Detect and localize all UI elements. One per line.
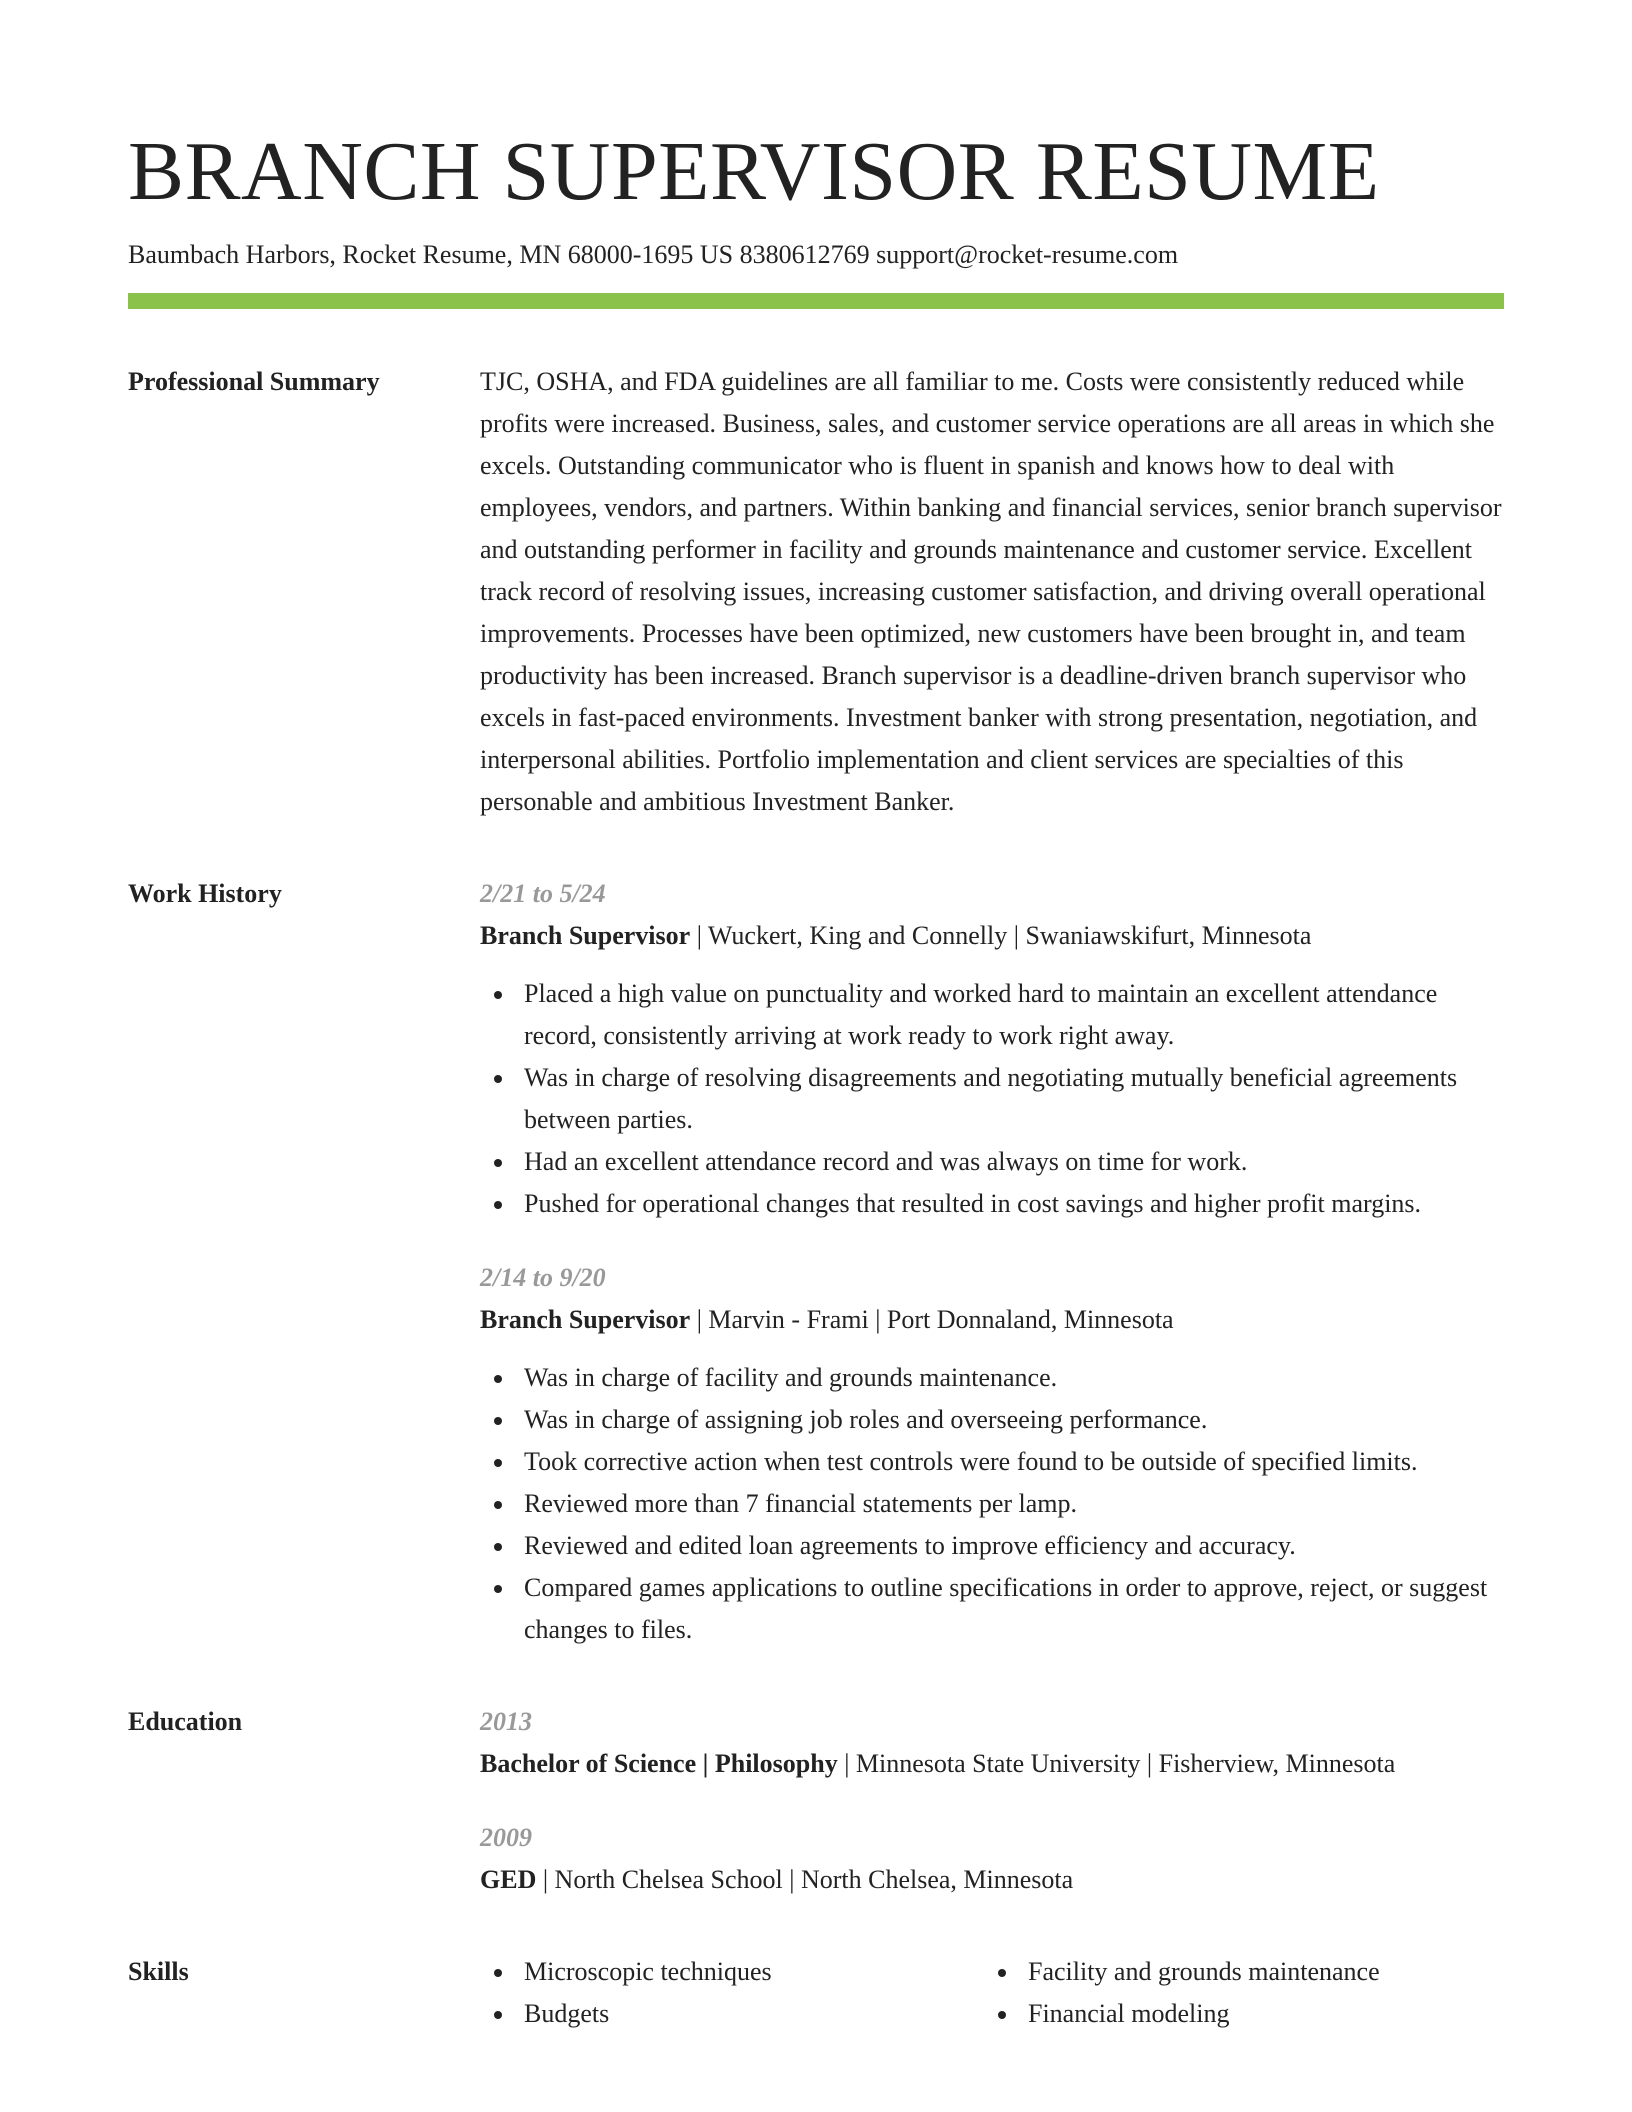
- summary-section: [128, 361, 1504, 823]
- skills-section: [128, 1951, 1504, 2035]
- work-history-section: [128, 873, 1504, 1651]
- list-item: Compared games applications to outline specifications in order to approve, reject, or suggest changes to files.: [480, 1567, 1504, 1651]
- education-section: [128, 1701, 1504, 1901]
- skills-list-left: [480, 1951, 984, 2035]
- job-details: | Wuckert, King and Connelly | Swaniawskifurt, Minnesota: [690, 921, 1312, 950]
- school-details: | Minnesota State University | Fisherview, Minnesota: [837, 1749, 1396, 1778]
- resume-title: BRANCH SUPERVISOR RESUME: [128, 125, 1380, 218]
- job-heading: [480, 1299, 1504, 1341]
- list-item: Was in charge of assigning job roles and overseeing performance.: [480, 1399, 1504, 1441]
- list-item: Placed a high value on punctuality and worked hard to maintain an excellent attendance record, consistently arriving at work ready to work right away.: [480, 973, 1504, 1057]
- list-item: Had an excellent attendance record and was always on time for work.: [480, 1141, 1504, 1183]
- section-label: Work History: [128, 879, 282, 908]
- degree: Bachelor of Science | Philosophy: [480, 1749, 838, 1778]
- section-label: Skills: [128, 1957, 189, 1986]
- job-details: | Marvin - Frami | Port Donnaland, Minnesota: [690, 1305, 1174, 1334]
- list-item: Was in charge of facility and grounds maintenance.: [480, 1357, 1504, 1399]
- list-item: Reviewed and edited loan agreements to improve efficiency and accuracy.: [480, 1525, 1504, 1567]
- education-entry: [480, 1817, 1504, 1901]
- list-item: Financial modeling: [984, 1993, 1488, 2035]
- education-year: 2013: [480, 1707, 532, 1736]
- degree: GED: [480, 1865, 537, 1894]
- list-item: Facility and grounds maintenance: [984, 1951, 1488, 1993]
- job-bullets: [480, 973, 1504, 1225]
- job-entry: [480, 873, 1504, 1225]
- list-item: Took corrective action when test controls were found to be outside of specified limits.: [480, 1441, 1504, 1483]
- list-item: Was in charge of resolving disagreements and negotiating mutually beneficial agreements between parties.: [480, 1057, 1504, 1141]
- section-label: Education: [128, 1707, 243, 1736]
- list-item: Budgets: [480, 1993, 984, 2035]
- job-entry: [480, 1257, 1504, 1651]
- education-year: 2009: [480, 1823, 532, 1852]
- header-divider: [128, 293, 1504, 309]
- contact-line: Baumbach Harbors, Rocket Resume, MN 68000-1695 US 8380612769 support@rocket-resume.com: [128, 240, 1179, 269]
- list-item: Reviewed more than 7 financial statements per lamp.: [480, 1483, 1504, 1525]
- skills-list-right: [984, 1951, 1488, 2035]
- job-heading: [480, 915, 1504, 957]
- list-item: Microscopic techniques: [480, 1951, 984, 1993]
- list-item: Pushed for operational changes that resulted in cost savings and higher profit margins.: [480, 1183, 1504, 1225]
- education-heading: [480, 1859, 1504, 1901]
- education-entry: [480, 1701, 1504, 1785]
- section-label: Professional Summary: [128, 367, 380, 396]
- job-bullets: [480, 1357, 1504, 1651]
- education-heading: [480, 1743, 1504, 1785]
- school-details: | North Chelsea School | North Chelsea, Minnesota: [536, 1865, 1074, 1894]
- job-title: Branch Supervisor: [480, 921, 691, 950]
- summary-text: TJC, OSHA, and FDA guidelines are all familiar to me. Costs were consistently reduced while profits were increased. Business, sales, and customer service operations are all areas in which she excels. Outstanding communicator who is fluent in spanish and knows how to deal with employees, vendors, and partners. Within banking and financial services, senior branch supervisor and outstanding performer in facility and grounds maintenance and customer service. Excellent track record of resolving issues, increasing customer satisfaction, and driving overall operational improvements. Processes have been optimized, new customers have been brought in, and team productivity has been increased. Branch supervisor is a deadline-driven branch supervisor who excels in fast-paced environments. Investment banker with strong presentation, negotiation, and interpersonal abilities. Portfolio implementation and client services are specialties of this personable and ambitious Investment Banker.: [480, 367, 1502, 816]
- job-dates: 2/21 to 5/24: [480, 879, 606, 908]
- skills-columns: [480, 1951, 1504, 2035]
- job-title: Branch Supervisor: [480, 1305, 691, 1334]
- job-dates: 2/14 to 9/20: [480, 1263, 606, 1292]
